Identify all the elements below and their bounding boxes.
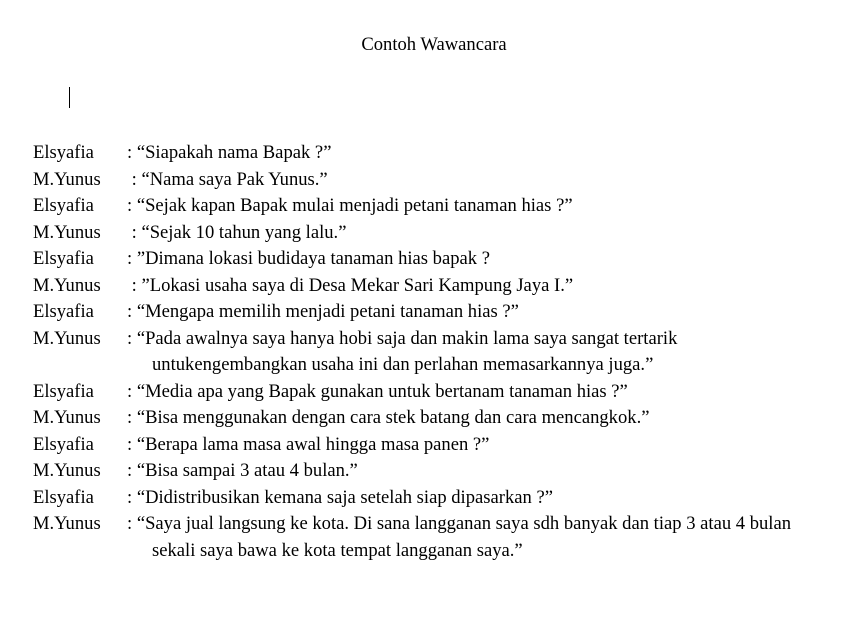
utterance-text: : “Berapa lama masa awal hingga masa panen ?” — [127, 433, 490, 455]
speaker-name: M.Yunus — [33, 460, 101, 481]
speaker-name: M.Yunus — [33, 221, 101, 243]
speaker-name: Elsyafia — [33, 195, 94, 216]
dialog-line — [33, 458, 863, 485]
dialog-line — [33, 485, 863, 512]
speaker-name: M.Yunus — [33, 407, 101, 428]
interview-dialog — [33, 140, 863, 564]
utterance-text: : ”Lokasi usaha saya di Desa Mekar Sari Kampung Jaya I.” — [127, 274, 574, 296]
dialog-line — [33, 167, 863, 194]
utterance-continuation: sekali saya bawa ke kota tempat langganan saya.” — [152, 539, 523, 561]
dialog-line — [33, 193, 863, 220]
utterance-text: : “Media apa yang Bapak gunakan untuk bertanam tanaman hias ?” — [127, 380, 628, 402]
dialog-line — [33, 220, 863, 247]
dialog-line — [33, 326, 863, 379]
dialog-line — [33, 379, 863, 406]
utterance-text: : “Pada awalnya saya hanya hobi saja dan makin lama saya sangat tertarik — [127, 327, 678, 349]
utterance-text: : “Didistribusikan kemana saja setelah siap dipasarkan ?” — [127, 486, 553, 508]
speaker-name: Elsyafia — [33, 433, 94, 455]
speaker-name: Elsyafia — [33, 301, 94, 322]
dialog-line — [33, 140, 863, 167]
dialog-line — [33, 299, 863, 326]
utterance-text: : “Sejak 10 tahun yang lalu.” — [127, 221, 347, 243]
utterance-text: : “Mengapa memilih menjadi petani tanaman hias ?” — [127, 301, 519, 322]
utterance-text: : “Nama saya Pak Yunus.” — [127, 168, 328, 190]
utterance-text: : “Bisa menggunakan dengan cara stek batang dan cara mencangkok.” — [127, 407, 650, 428]
dialog-line — [33, 432, 863, 459]
speaker-name: Elsyafia — [33, 380, 94, 402]
speaker-name: M.Yunus — [33, 274, 101, 296]
utterance-text: : “Saya jual langsung ke kota. Di sana langganan saya sdh banyak dan tiap 3 atau 4 bulan — [127, 513, 792, 534]
utterance-text: : “Sejak kapan Bapak mulai menjadi petani tanaman hias ?” — [127, 195, 573, 216]
utterance-continuation: untukengembangkan usaha ini dan perlahan memasarkannya juga.” — [152, 354, 654, 375]
speaker-name: M.Yunus — [33, 327, 101, 349]
dialog-line — [33, 511, 863, 564]
dialog-line — [33, 405, 863, 432]
dialog-line — [33, 246, 863, 273]
document-title: Contoh Wawancara — [361, 34, 507, 55]
speaker-name: Elsyafia — [33, 486, 94, 508]
utterance-text: : ”Dimana lokasi budidaya tanaman hias bapak ? — [127, 248, 490, 269]
speaker-name: Elsyafia — [33, 142, 94, 163]
text-cursor — [69, 87, 70, 108]
dialog-line — [33, 273, 863, 300]
speaker-name: Elsyafia — [33, 248, 94, 269]
speaker-name: M.Yunus — [33, 513, 101, 534]
speaker-name: M.Yunus — [33, 168, 101, 190]
utterance-text: : “Bisa sampai 3 atau 4 bulan.” — [127, 460, 358, 481]
utterance-text: : “Siapakah nama Bapak ?” — [127, 142, 332, 163]
